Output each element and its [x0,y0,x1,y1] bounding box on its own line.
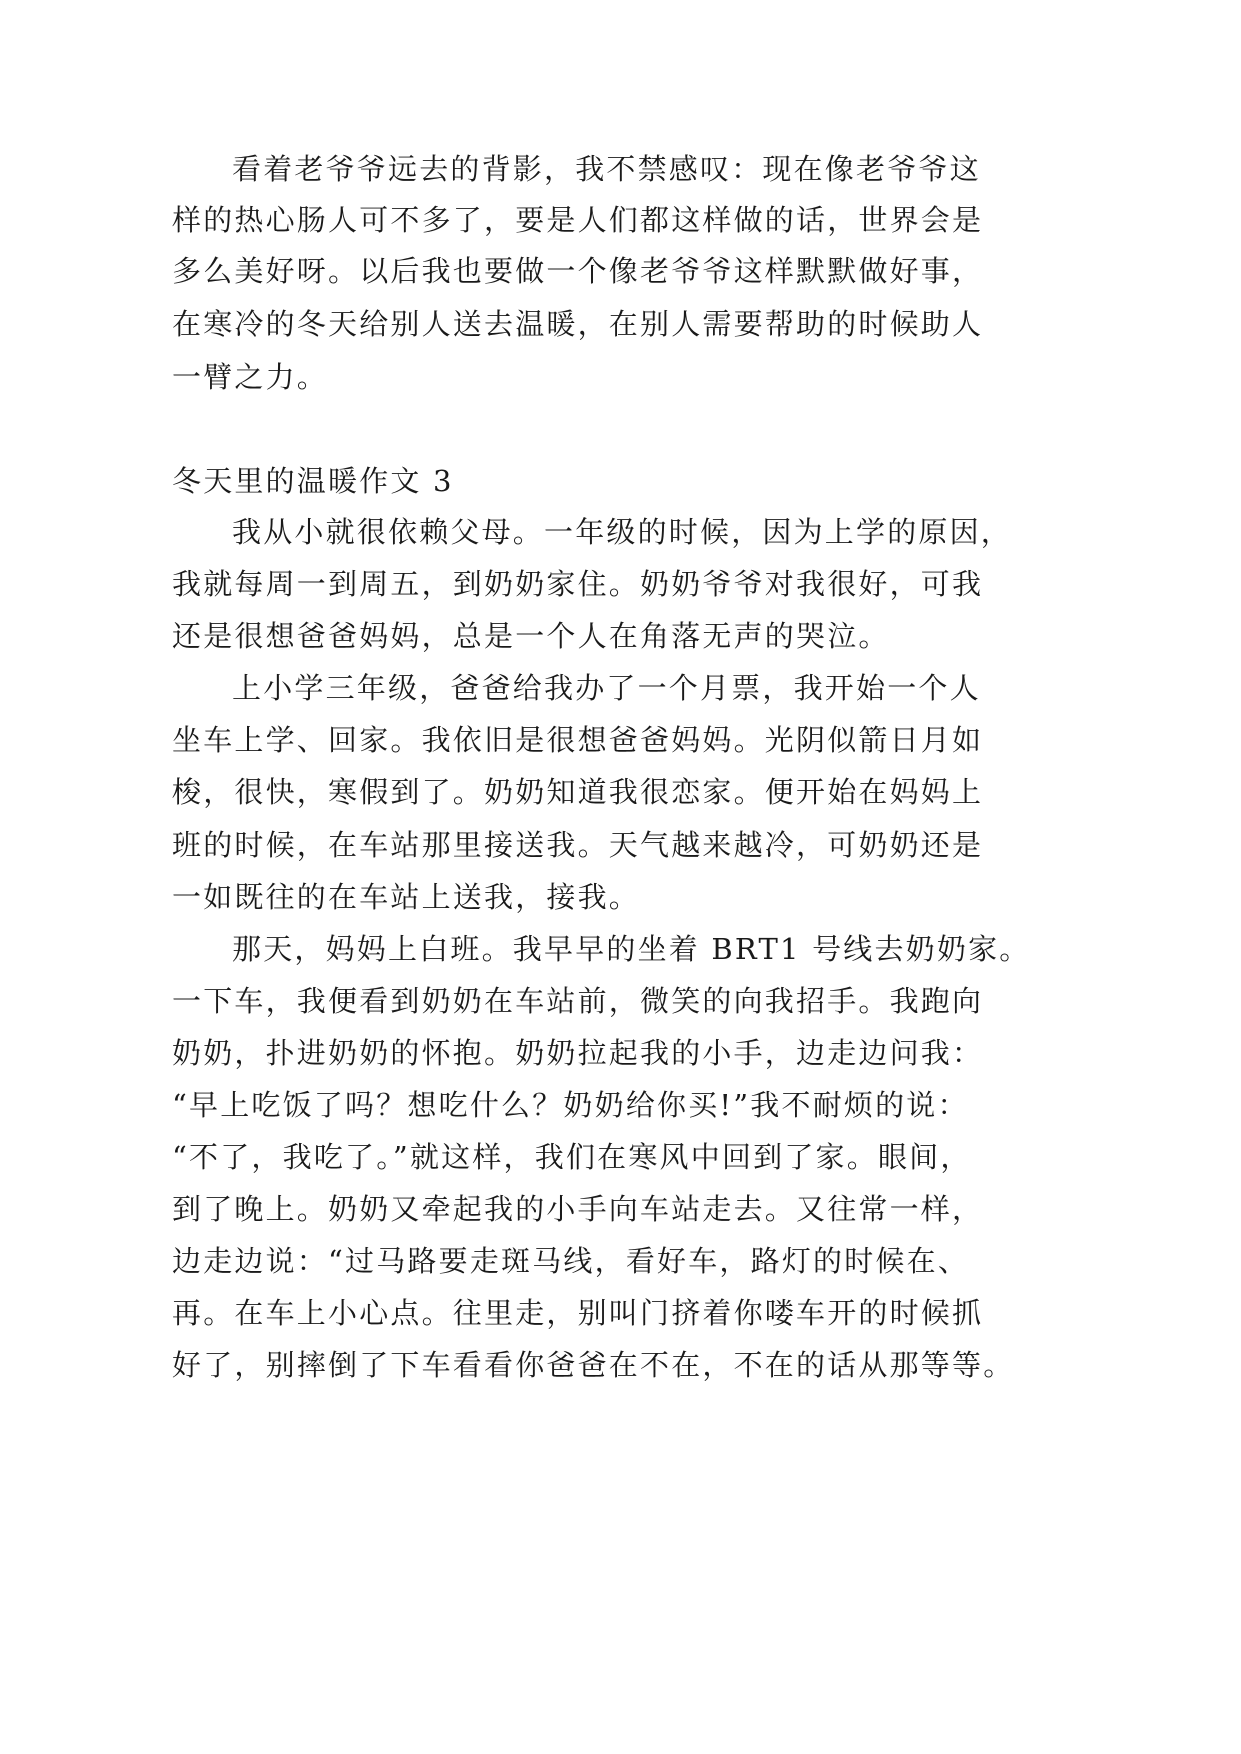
paragraph-4-line-6: 到了晚上。奶奶又牵起我的小手向车站走去。又往常一样， [172,1192,984,1226]
paragraph-3-line-5: 一如既往的在车站上送我，接我。 [172,880,641,914]
paragraph-3-line-3: 梭，很快，寒假到了。奶奶知道我很恋家。便开始在妈妈上 [172,775,984,809]
paragraph-2-line-3: 还是很想爸爸妈妈，总是一个人在角落无声的哭泣。 [172,619,890,653]
paragraph-4-line-7: 边走边说：“过马路要走斑马线，看好车，路灯的时候在、 [172,1244,970,1278]
paragraph-3-line-2: 坐车上学、回家。我依旧是很想爸爸妈妈。光阴似箭日月如 [172,723,984,757]
paragraph-4-line-5: “不了，我吃了。”就这样，我们在寒风中回到了家。眼间， [172,1140,972,1174]
essay-title: 冬天里的温暖作文 3 [172,464,454,498]
paragraph-3-line-1: 上小学三年级，爸爸给我办了一个月票，我开始一个人 [232,671,981,705]
paragraph-4-line-2: 一下车，我便看到奶奶在车站前，微笑的向我招手。我跑向 [172,984,984,1018]
paragraph-1-line-5: 一臂之力。 [172,360,329,394]
paragraph-1-line-3: 多么美好呀。以后我也要做一个像老爷爷这样默默做好事， [172,254,984,288]
paragraph-1-line-4: 在寒冷的冬天给别人送去温暖，在别人需要帮助的时候助人 [172,307,984,341]
paragraph-4-line-9: 好了，别摔倒了下车看看你爸爸在不在，不在的话从那等等。 [172,1348,1015,1382]
paragraph-4-line-3: 奶奶，扑进奶奶的怀抱。奶奶拉起我的小手，边走边问我： [172,1036,984,1070]
paragraph-2-line-1: 我从小就很依赖父母。一年级的时候，因为上学的原因， [232,515,1013,549]
paragraph-1-line-2: 样的热心肠人可不多了，要是人们都这样做的话，世界会是 [172,203,984,237]
paragraph-3-line-4: 班的时候，在车站那里接送我。天气越来越冷，可奶奶还是 [172,828,984,862]
paragraph-2-line-2: 我就每周一到周五，到奶奶家住。奶奶爷爷对我很好，可我 [172,567,984,601]
paragraph-4-line-4: “早上吃饭了吗？想吃什么？奶奶给你买!”我不耐烦的说： [172,1088,969,1122]
paragraph-4-line-8: 再。在车上小心点。往里走，别叫门挤着你喽车开的时候抓 [172,1296,984,1330]
paragraph-4-line-1: 那天，妈妈上白班。我早早的坐着 BRT1 号线去奶奶家。 [232,932,1031,966]
paragraph-1-line-1: 看着老爷爷远去的背影，我不禁感叹：现在像老爷爷这 [232,152,981,186]
